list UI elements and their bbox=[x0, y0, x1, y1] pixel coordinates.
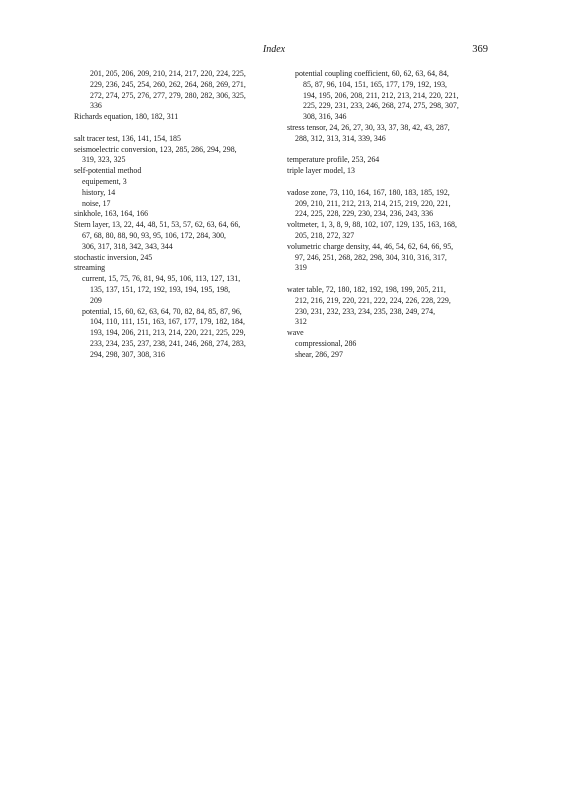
index-entry: stress tensor, 24, 26, 27, 30, 33, 37, 38, 42, 43, 287, bbox=[287, 122, 450, 132]
index-line: 85, 87, 96, 104, 151, 165, 177, 179, 192, 193, bbox=[303, 79, 448, 89]
index-line: 336 bbox=[90, 101, 102, 111]
index-column-right bbox=[287, 69, 499, 361]
index-line: 312 bbox=[295, 317, 307, 327]
running-head bbox=[60, 43, 488, 57]
index-subentry: potential, 15, 60, 62, 63, 64, 70, 82, 84, 85, 87, 96, bbox=[82, 306, 242, 316]
index-line: 209 bbox=[90, 295, 102, 305]
index-line: 233, 234, 235, 237, 238, 241, 246, 268, 274, 283, bbox=[90, 338, 246, 348]
index-line: 225, 229, 231, 233, 246, 268, 274, 275, 298, 307, bbox=[303, 101, 459, 111]
page-number: 369 bbox=[472, 44, 488, 55]
index-entry: sinkhole, 163, 164, 166 bbox=[74, 209, 149, 219]
index-subentry: noise, 17 bbox=[82, 198, 111, 208]
index-entry: triple layer model, 13 bbox=[287, 166, 355, 176]
index-column-left bbox=[74, 69, 286, 361]
index-entry: vadose zone, 73, 110, 164, 167, 180, 183, 185, 192, bbox=[287, 187, 450, 197]
letter-gap bbox=[287, 145, 499, 156]
index-line: 193, 194, 206, 211, 213, 214, 220, 221, 225, 229, bbox=[90, 328, 246, 338]
index-subentry: current, 15, 75, 76, 81, 94, 95, 106, 113, 127, 131, bbox=[82, 274, 241, 284]
index-line: 294, 298, 307, 308, 316 bbox=[90, 349, 165, 359]
index-line: 205, 218, 272, 327 bbox=[295, 230, 355, 240]
index-line: 308, 316, 346 bbox=[303, 112, 347, 122]
index-subentry: compressional, 286 bbox=[295, 338, 357, 348]
index-subentry: equipement, 3 bbox=[82, 176, 127, 186]
letter-gap bbox=[287, 274, 499, 285]
index-line: 230, 231, 232, 233, 234, 235, 238, 249, 274, bbox=[295, 306, 436, 316]
index-line: 224, 225, 228, 229, 230, 234, 236, 243, 336 bbox=[295, 209, 434, 219]
index-entry: temperature profile, 253, 264 bbox=[287, 155, 380, 165]
index-entry: Stern layer, 13, 22, 44, 48, 51, 53, 57, 62, 63, 64, 66, bbox=[74, 220, 241, 230]
running-title: Index bbox=[262, 44, 286, 55]
letter-gap bbox=[74, 123, 286, 134]
index-entry: salt tracer test, 136, 141, 154, 185 bbox=[74, 133, 181, 143]
index-line: 319, 323, 325 bbox=[82, 155, 126, 165]
index-line: 97, 246, 251, 268, 282, 298, 304, 310, 316, 317, bbox=[295, 252, 447, 262]
index-line: 306, 317, 318, 342, 343, 344 bbox=[82, 241, 173, 251]
index-entry: stochastic inversion, 245 bbox=[74, 252, 153, 262]
index-line: 194, 195, 206, 208, 211, 212, 213, 214, 220, 221, bbox=[303, 90, 459, 100]
index-line: 212, 216, 219, 220, 221, 222, 224, 226, 228, 229, bbox=[295, 295, 451, 305]
index-line: 288, 312, 313, 314, 339, 346 bbox=[295, 133, 386, 143]
index-entry: volumetric charge density, 44, 46, 54, 62, 64, 66, 95, bbox=[287, 241, 454, 251]
index-line: 135, 137, 151, 172, 192, 193, 194, 195, 198, bbox=[90, 284, 231, 294]
index-entry: water table, 72, 180, 182, 192, 198, 199, 205, 211, bbox=[287, 284, 446, 294]
index-line: 67, 68, 80, 88, 90, 93, 95, 106, 172, 284, 300, bbox=[82, 230, 227, 240]
index-line: 201, 205, 206, 209, 210, 214, 217, 220, 224, 225, bbox=[90, 69, 246, 78]
index-entry: Richards equation, 180, 182, 311 bbox=[74, 112, 179, 122]
index-entry: self-potential method bbox=[74, 166, 142, 176]
letter-gap bbox=[287, 177, 499, 188]
index-entry: voltmeter, 1, 3, 8, 9, 88, 102, 107, 129, 135, 163, 168, bbox=[287, 220, 457, 230]
index-line: 319 bbox=[295, 263, 307, 273]
index-line: 229, 236, 245, 254, 260, 262, 264, 268, 269, 271, bbox=[90, 79, 246, 89]
index-line: 209, 210, 211, 212, 213, 214, 215, 219, 220, 221, bbox=[295, 198, 451, 208]
index-subentry: potential coupling coefficient, 60, 62, 63, 64, 84, bbox=[295, 69, 449, 78]
index-entry: seismoelectric conversion, 123, 285, 286, 294, 298, bbox=[74, 144, 237, 154]
index-subentry: history, 14 bbox=[82, 187, 116, 197]
index-subentry: shear, 286, 297 bbox=[295, 349, 343, 359]
index-line: 272, 274, 275, 276, 277, 279, 280, 282, 306, 325, bbox=[90, 90, 246, 100]
index-entry: streaming bbox=[74, 263, 106, 273]
index-line: 104, 110, 111, 151, 163, 167, 177, 179, 182, 184, bbox=[90, 317, 245, 327]
index-entry: wave bbox=[287, 328, 304, 338]
